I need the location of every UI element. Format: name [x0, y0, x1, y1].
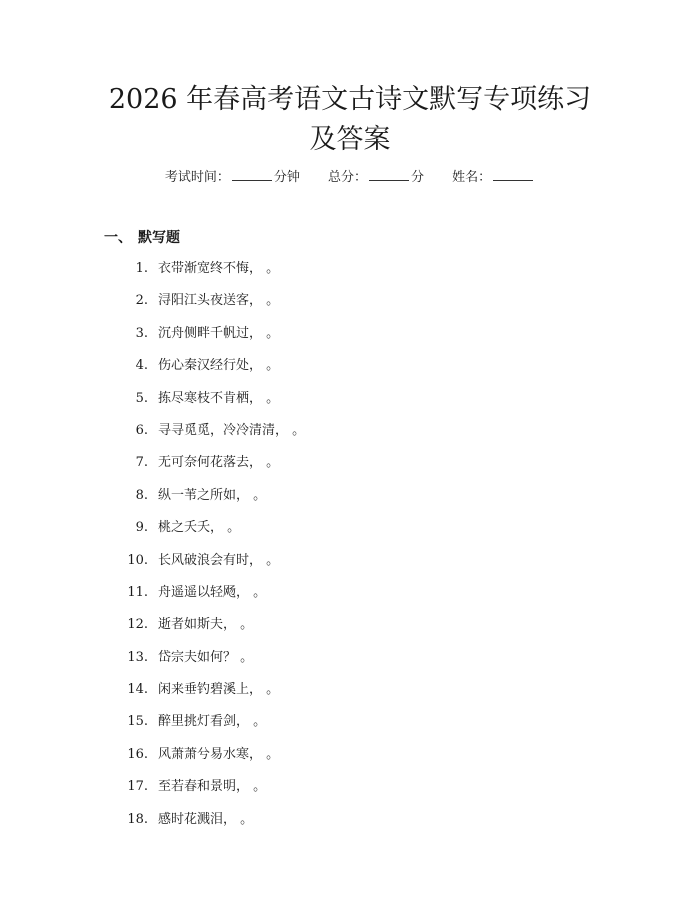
question-text: 浔阳江头夜送客， 。 — [158, 293, 280, 309]
exam-info-line — [0, 166, 700, 189]
question-text: 舟遥遥以轻飏， 。 — [158, 584, 267, 600]
question-text: 闲来垂钓碧溪上， 。 — [158, 682, 280, 698]
question-text: 风萧萧兮易水寒， 。 — [158, 746, 280, 762]
question-text: 逝者如斯夫， 。 — [158, 617, 254, 633]
question-text: 寻寻觅觅，冷冷清清， 。 — [158, 422, 306, 438]
section-number: 一、 — [104, 230, 132, 246]
question-number: 14. — [127, 682, 148, 698]
question-text: 感时花溅泪， 。 — [158, 811, 254, 827]
question-number: 16. — [127, 746, 148, 762]
exam-time-unit: 分钟 — [273, 170, 300, 185]
question-number: 18. — [127, 811, 148, 827]
exam-time-field — [165, 166, 300, 189]
exam-time-label: 考试时间： — [164, 170, 230, 185]
section-heading — [104, 228, 180, 248]
question-number: 12. — [127, 617, 148, 633]
question-number: 17. — [127, 779, 148, 795]
total-score-label: 总分： — [327, 170, 367, 185]
question-text: 无可奈何花落去， 。 — [158, 455, 280, 471]
question-number: 10. — [127, 552, 148, 568]
total-score-blank — [369, 166, 409, 181]
total-score-field — [328, 166, 424, 189]
question-number: 1. — [135, 261, 148, 276]
question-number: 15. — [127, 714, 148, 730]
question-number: 9. — [135, 520, 148, 536]
question-text: 醉里挑灯看剑， 。 — [158, 714, 267, 730]
student-name-label: 姓名： — [452, 170, 492, 185]
question-number: 7. — [135, 455, 148, 471]
question-number: 6. — [135, 422, 148, 438]
question-text: 桃之夭夭， 。 — [158, 520, 241, 536]
question-text: 长风破浪会有时， 。 — [158, 552, 280, 568]
question-text: 岱宗夫如何？ 。 — [158, 649, 254, 665]
total-score-unit: 分 — [411, 170, 425, 185]
student-name-field — [452, 166, 535, 189]
question-number: 4. — [135, 358, 148, 374]
question-text: 伤心秦汉经行处， 。 — [158, 358, 280, 374]
question-text: 沉舟侧畔千帆过， 。 — [158, 325, 280, 341]
question-text: 纵一苇之所如， 。 — [158, 487, 267, 503]
document-title: 2026 年春高考语文古诗文默写专项练习及答案 — [108, 84, 592, 155]
question-number: 11. — [127, 584, 148, 600]
exam-time-blank — [232, 166, 272, 181]
question-text: 拣尽寒枝不肯栖， 。 — [158, 390, 280, 406]
question-number: 3. — [135, 325, 148, 341]
student-name-blank — [493, 166, 533, 181]
question-number: 2. — [135, 293, 148, 309]
question-number: 8. — [135, 487, 148, 503]
question-number: 13. — [127, 649, 148, 665]
question-text: 至若春和景明， 。 — [158, 779, 267, 795]
section-title: 默写题 — [138, 230, 180, 246]
question-text: 衣带渐宽终不悔， 。 — [158, 261, 280, 276]
question-number: 5. — [135, 390, 148, 406]
